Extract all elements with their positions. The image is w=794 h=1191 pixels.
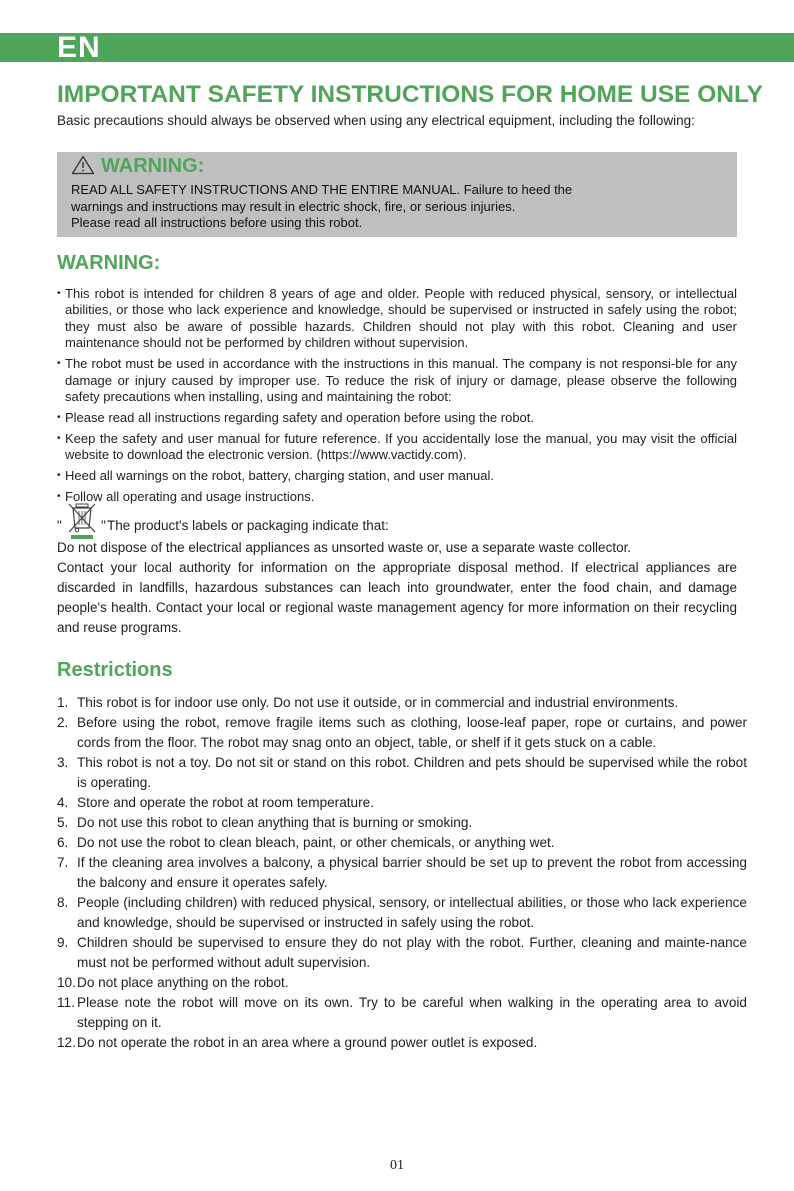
warning-bullet-list xyxy=(57,286,737,510)
restrictions-heading: Restrictions xyxy=(57,659,173,681)
item-number: 6. xyxy=(57,835,69,850)
item-number: 7. xyxy=(57,855,69,870)
item-number: 9. xyxy=(57,935,69,950)
warning-heading: WARNING: xyxy=(57,252,161,274)
language-code: EN xyxy=(57,31,101,64)
item-number: 3. xyxy=(57,755,69,770)
item-text: People (including children) with reduced physical, sensory, or intellectual abilities, or those who lack experience and knowledge, should be supervised or instructed in safely using the robot. xyxy=(77,895,747,930)
disposal-label-text: The product's labels or packaging indicate that: xyxy=(107,518,389,533)
language-bar xyxy=(0,33,794,62)
list-item xyxy=(57,713,747,753)
list-item xyxy=(57,933,747,973)
list-item: • Heed all warnings on the robot, battery, charging station, and user manual. xyxy=(57,468,737,484)
warning-box-title xyxy=(71,155,204,178)
list-item xyxy=(57,893,747,933)
warning-box-title-text: WARNING: xyxy=(101,155,205,177)
disposal-section xyxy=(57,504,747,638)
item-number: 12. xyxy=(57,1035,76,1050)
item-text: Do not operate the robot in an area where a ground power outlet is exposed. xyxy=(77,1035,538,1050)
list-item xyxy=(57,813,747,833)
list-item xyxy=(57,753,747,793)
item-text: Do not use the robot to clean bleach, paint, or other chemicals, or anything wet. xyxy=(77,835,555,850)
list-item: • This robot is intended for children 8 years of age and older. People with reduced physical, sensory, or intellectual abilities, or those who lack experience and knowledge, should be supervised or instructed in safely using the robot; they must also be aware of possible hazards. Children should not play with this robot. Cleaning and user maintenance should not be performed by children without supervision. xyxy=(57,286,737,352)
warning-box-line: warnings and instructions may result in electric shock, fire, or serious injuries. xyxy=(71,198,516,214)
item-text: Please note the robot will move on its own. Try to be careful when walking in the operating area to avoid stepping on it. xyxy=(77,995,747,1030)
list-item: • Please read all instructions regarding safety and operation before using the robot. xyxy=(57,410,737,426)
item-text: If the cleaning area involves a balcony, a physical barrier should be set up to prevent the robot from accessing the balcony and ensure it operates safely. xyxy=(77,855,747,890)
list-item: • Follow all operating and usage instructions. xyxy=(57,489,737,505)
disposal-instruction: Do not dispose of the electrical appliances as unsorted waste or, use a separate waste collector. xyxy=(57,540,632,555)
warning-box-body xyxy=(71,182,572,232)
list-item xyxy=(57,853,747,893)
warning-box xyxy=(57,152,737,237)
restrictions-list xyxy=(57,693,747,1053)
item-number: 11. xyxy=(57,995,75,1010)
quote-close: " xyxy=(101,518,106,533)
item-text: Children should be supervised to ensure they do not play with the robot. Further, cleaning and mainte-nance must not be performed without adult supervision. xyxy=(77,935,747,970)
list-item xyxy=(57,793,747,813)
list-item xyxy=(57,693,747,713)
list-item: • The robot must be used in accordance with the instructions in this manual. The company is not responsi-ble for any damage or injury caused by improper use. To reduce the risk of injury or damage, please observe the following safety precautions when installing, using and maintaining the robot: xyxy=(57,356,737,405)
list-item xyxy=(57,993,747,1033)
disposal-paragraph: Contact your local authority for information on the appropriate disposal method. If electrical appliances are discarded in landfills, hazardous substances can leach into groundwater, enter the food chain, and damage people's health. Contact your local or regional waste management agency for more information on their recycling and reuse programs. xyxy=(57,560,737,635)
warning-triangle-icon xyxy=(71,155,95,175)
item-number: 2. xyxy=(57,715,69,730)
crossed-out-wheelie-bin-icon xyxy=(65,500,99,540)
list-item xyxy=(57,833,747,853)
item-text: Do not use this robot to clean anything that is burning or smoking. xyxy=(77,815,473,830)
item-text: Do not place anything on the robot. xyxy=(77,975,289,990)
item-number: 4. xyxy=(57,795,69,810)
list-item: • Keep the safety and user manual for future reference. If you accidentally lose the manual, you may visit the official website to download the electronic version. (https://www.vactidy.com). xyxy=(57,431,737,464)
item-text: Store and operate the robot at room temperature. xyxy=(77,795,374,810)
item-number: 5. xyxy=(57,815,69,830)
intro-text: Basic precautions should always be observed when using any electrical equipment, including the following: xyxy=(57,113,695,128)
page-number: 01 xyxy=(390,1158,404,1173)
page-title: IMPORTANT SAFETY INSTRUCTIONS FOR HOME USE ONLY xyxy=(57,81,764,108)
disposal-label-line xyxy=(57,504,747,533)
list-item xyxy=(57,973,747,993)
warning-box-line: READ ALL SAFETY INSTRUCTIONS AND THE ENTIRE MANUAL. Failure to heed the xyxy=(71,182,573,197)
item-text: This robot is for indoor use only. Do not use it outside, or in commercial and industrial environments. xyxy=(77,695,679,710)
warning-box-line: Please read all instructions before using this robot. xyxy=(71,215,363,230)
item-text: Before using the robot, remove fragile items such as clothing, loose-leaf paper, rope or curtains, and power cords from the floor. The robot may snag onto an object, table, or shelf if it gets stuck on a cable. xyxy=(77,715,747,750)
item-number: 10. xyxy=(57,975,76,990)
item-number: 8. xyxy=(57,895,69,910)
quote-open: " xyxy=(57,518,62,533)
item-number: 1. xyxy=(57,695,69,710)
list-item xyxy=(57,1033,747,1053)
item-text: This robot is not a toy. Do not sit or stand on this robot. Children and pets should be supervised while the robot is operating. xyxy=(77,755,747,790)
